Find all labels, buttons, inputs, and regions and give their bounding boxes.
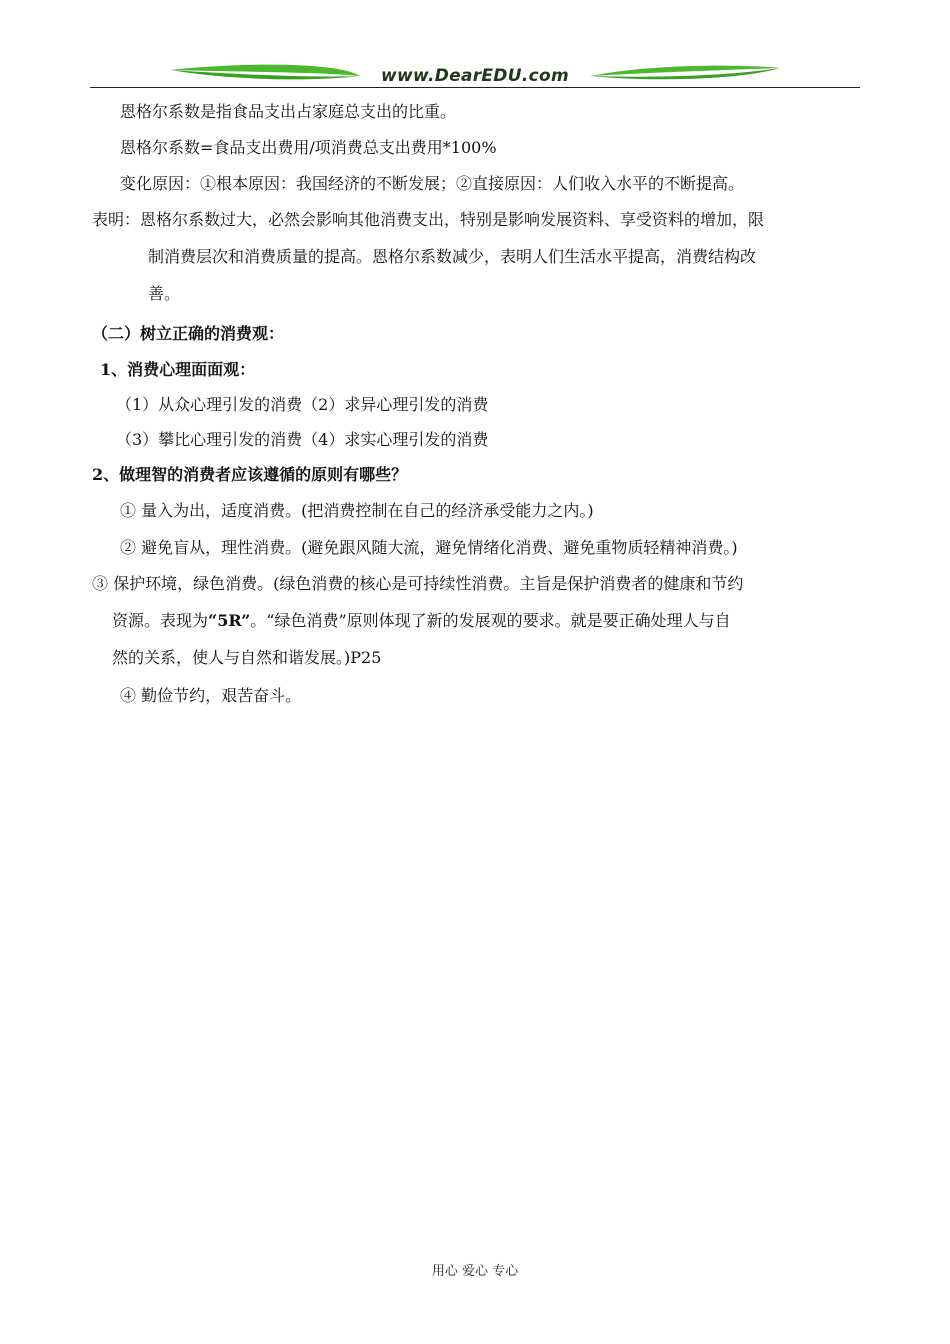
list-item-psychology-1-2: （1）从众心理引发的消费（2）求异心理引发的消费 bbox=[116, 395, 489, 414]
site-header-banner bbox=[90, 60, 860, 90]
paragraph-indication-line1: 表明：恩格尔系数过大，必然会影响其他消费支出，特别是影响发展资料、享受资料的增加，限 bbox=[92, 210, 765, 229]
principle-item-3-line2 bbox=[112, 610, 731, 632]
subheading-rational-consumer-principles: 2、做理智的消费者应该遵循的原则有哪些？ bbox=[92, 465, 408, 484]
paragraph-indication-line2: 制消费层次和消费质量的提高。恩格尔系数减少，表明人们生活水平提高，消费结构改 bbox=[148, 247, 757, 266]
principle-item-3-line2-suffix: 。“绿色消费”原则体现了新的发展观的要求。就是要正确处理人与自 bbox=[250, 611, 731, 630]
term-5r: “5R” bbox=[208, 611, 251, 630]
principle-item-1: ① 量入为出，适度消费。(把消费控制在自己的经济承受能力之内。) bbox=[120, 501, 594, 520]
paragraph-engel-formula: 恩格尔系数=食品支出费用/项消费总支出费用*100% bbox=[120, 138, 497, 157]
site-logo-text: www.DearEDU.com bbox=[381, 66, 569, 86]
principle-item-3-line2-prefix: 资源。表现为 bbox=[112, 611, 209, 630]
principle-item-4: ④ 勤俭节约，艰苦奋斗。 bbox=[120, 686, 302, 705]
subheading-consumer-psychology: 1、消费心理面面观： bbox=[100, 360, 256, 379]
page-footer: 用心 爱心 专心 bbox=[431, 1264, 519, 1279]
principle-item-2: ② 避免盲从，理性消费。(避免跟风随大流，避免情绪化消费、避免重物质轻精神消费。) bbox=[120, 538, 738, 557]
paragraph-engel-definition: 恩格尔系数是指食品支出占家庭总支出的比重。 bbox=[120, 102, 457, 121]
principle-item-3-line1: ③ 保护环境，绿色消费。(绿色消费的核心是可持续性消费。主旨是保护消费者的健康和节约 bbox=[92, 574, 744, 593]
section-heading-consumption-view: （二）树立正确的消费观： bbox=[92, 324, 285, 343]
header-divider bbox=[90, 87, 860, 88]
paragraph-change-reasons: 变化原因：①根本原因：我国经济的不断发展；②直接原因：人们收入水平的不断提高。 bbox=[120, 174, 745, 193]
principle-item-3-line3: 然的关系，使人与自然和谐发展。)P25 bbox=[112, 648, 382, 667]
paragraph-indication-line3: 善。 bbox=[148, 284, 181, 303]
list-item-psychology-3-4: （3）攀比心理引发的消费（4）求实心理引发的消费 bbox=[116, 430, 489, 449]
